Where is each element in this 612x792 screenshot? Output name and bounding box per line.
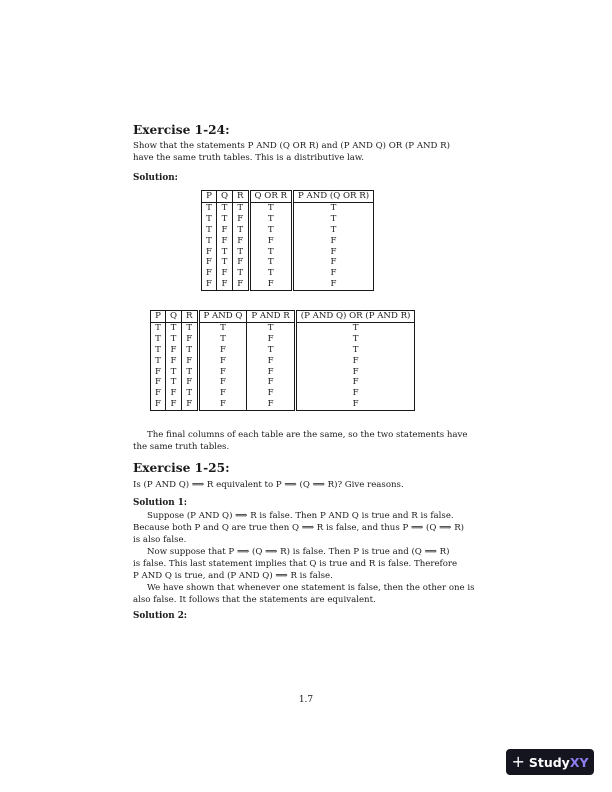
truth-table-1-cell: T (249, 257, 293, 268)
truth-table-1-cell: T (249, 214, 293, 225)
brand-name-main: Study (528, 754, 570, 770)
paragraph-line: Now suppose that P ⟹ (Q ⟹ R) is false. Then P is true and (Q ⟹ R) (147, 547, 450, 557)
conclusion-line: the same truth tables. (133, 442, 230, 452)
truth-table-1-cell: T (216, 202, 232, 213)
solution1-paragraph-1 (133, 510, 478, 546)
truth-table-1-cell: T (233, 247, 249, 258)
t1-header-q: Q (216, 191, 232, 203)
truth-table-1-cell: T (202, 214, 217, 225)
truth-table-1-row (202, 214, 374, 225)
truth-table-1-cell: T (216, 257, 232, 268)
t1-header-q-or-r: Q OR R (249, 191, 293, 203)
truth-table-1-row (202, 257, 374, 268)
truth-table-2-cell: T (151, 356, 166, 367)
truth-table-2-cell: F (165, 388, 181, 399)
truth-table-1-cell: F (233, 214, 249, 225)
truth-table-1-cell: F (293, 247, 374, 258)
truth-table-2-cell: F (165, 345, 181, 356)
page-number: 1.7 (298, 695, 314, 705)
truth-table-1-cell: T (216, 214, 232, 225)
paragraph-line: is false. This last statement implies that Q is true and R is false. Therefore (133, 559, 458, 569)
exercise-1-24-solution-label: Solution: (133, 173, 178, 183)
truth-table-2-cell: T (165, 322, 181, 333)
truth-table-1-cell: T (202, 236, 217, 247)
truth-table-1-cell: T (293, 202, 374, 213)
t1-header-r: R (233, 191, 249, 203)
truth-table-2-cell: T (182, 345, 198, 356)
truth-table-1-cell: F (202, 257, 217, 268)
truth-table-2-cell: T (151, 345, 166, 356)
truth-table-2-header (151, 311, 415, 323)
paragraph-line: We have shown that whenever one statement is false, then the other one is (147, 583, 475, 593)
truth-table-2-cell: F (198, 356, 247, 367)
truth-table-2-cell: T (151, 322, 166, 333)
truth-table-1-cell: T (233, 225, 249, 236)
truth-table-2-cell: F (165, 399, 181, 410)
truth-table-2-cell: F (151, 388, 166, 399)
truth-table-1-cell: F (216, 225, 232, 236)
t2-header-q: Q (165, 311, 181, 323)
truth-table-2-cell: F (295, 367, 415, 378)
truth-table-2 (150, 310, 415, 411)
truth-table-2-row (151, 322, 415, 333)
truth-table-2-cell: F (295, 377, 415, 388)
truth-table-1-row (202, 279, 374, 290)
brand-name-accent: XY (569, 754, 589, 770)
truth-table-1-row (202, 225, 374, 236)
truth-table-1-cell: T (233, 202, 249, 213)
truth-table-2-cell: T (295, 322, 415, 333)
solution1-paragraph-3 (133, 582, 478, 606)
truth-table-2-row (151, 356, 415, 367)
truth-table-2-cell: T (151, 334, 166, 345)
truth-table-1-cell: F (249, 236, 293, 247)
truth-table-2-cell: F (182, 334, 198, 345)
truth-table-1-cell: F (202, 279, 217, 290)
truth-table-2-cell: F (151, 377, 166, 388)
truth-table-1-cell: T (293, 225, 374, 236)
truth-table-2-cell: F (198, 367, 247, 378)
truth-table-2-cell: F (182, 356, 198, 367)
truth-table-1-cell: F (233, 257, 249, 268)
exercise-1-25-title: Exercise 1-25: (133, 461, 230, 475)
exercise-1-25-solution2-label: Solution 2: (133, 611, 188, 621)
truth-table-2-row (151, 399, 415, 410)
truth-table-2-cell: F (295, 399, 415, 410)
truth-table-2-cell: F (247, 356, 295, 367)
paragraph-line: P AND Q is true, and (P AND Q) ⟹ R is false. (133, 571, 333, 581)
truth-table-1-cell: F (293, 279, 374, 290)
truth-table-2-cell: F (198, 377, 247, 388)
truth-table-1-header (202, 191, 374, 203)
truth-table-1-cell: F (293, 257, 374, 268)
truth-table-1-cell: T (233, 268, 249, 279)
exercise-1-25-solution1-label: Solution 1: (133, 498, 188, 508)
exercise-1-24-title: Exercise 1-24: (133, 123, 230, 137)
truth-table-1-cell: F (216, 279, 232, 290)
conclusion-line: The final columns of each table are the same, so the two statements have (147, 430, 468, 440)
truth-table-2-cell: F (182, 399, 198, 410)
truth-table-1-cell: F (293, 236, 374, 247)
truth-table-1 (201, 190, 374, 291)
truth-table-2-row (151, 334, 415, 345)
paragraph-line: is also false. (133, 535, 187, 545)
truth-table-1-cell: T (293, 214, 374, 225)
truth-table-2-cell: F (247, 334, 295, 345)
truth-table-2-cell: F (295, 356, 415, 367)
t2-header-result: (P AND Q) OR (P AND R) (295, 311, 415, 323)
studyxy-logo[interactable] (506, 749, 594, 775)
plus-icon: + (511, 752, 525, 771)
truth-table-2-cell: T (295, 345, 415, 356)
exercise-1-25-question: Is (P AND Q) ⟹ R equivalent to P ⟹ (Q ⟹ R)? Give reasons. (133, 480, 404, 490)
paragraph-line: also false. It follows that the statements are equivalent. (133, 595, 376, 605)
paragraph-line: Suppose (P AND Q) ⟹ R is false. Then P AND Q is true and R is false. (147, 511, 454, 521)
truth-table-1-cell: T (216, 247, 232, 258)
truth-table-1-row (202, 268, 374, 279)
t2-header-p-and-q: P AND Q (198, 311, 247, 323)
truth-table-2-cell: T (247, 345, 295, 356)
paragraph-line: Because both P and Q are true then Q ⟹ R is false, and thus P ⟹ (Q ⟹ R) (133, 523, 465, 533)
solution1-paragraph-2 (133, 546, 478, 582)
t2-header-p: P (151, 311, 166, 323)
t1-header-p-and-q-or-r: P AND (Q OR R) (293, 191, 374, 203)
truth-table-1-cell: T (202, 202, 217, 213)
t1-header-p: P (202, 191, 217, 203)
truth-table-2-cell: T (198, 334, 247, 345)
truth-table-2-cell: F (165, 356, 181, 367)
truth-table-2-cell: T (182, 367, 198, 378)
truth-table-2-row (151, 345, 415, 356)
truth-table-1-cell: F (202, 268, 217, 279)
truth-table-2-cell: T (182, 322, 198, 333)
truth-table-1-cell: F (216, 268, 232, 279)
t2-header-p-and-r: P AND R (247, 311, 295, 323)
truth-table-2-cell: F (247, 388, 295, 399)
truth-table-2-cell: F (198, 388, 247, 399)
statement-line: Show that the statements P AND (Q OR R) and (P AND Q) OR (P AND R) (133, 141, 450, 151)
truth-table-1-cell: F (293, 268, 374, 279)
truth-table-2-cell: T (247, 322, 295, 333)
truth-table-2-cell: T (165, 377, 181, 388)
truth-table-1-row (202, 247, 374, 258)
truth-table-2-row (151, 388, 415, 399)
truth-table-1-cell: F (249, 279, 293, 290)
truth-table-2-cell: F (247, 399, 295, 410)
exercise-1-24-statement (133, 140, 478, 164)
truth-table-1-cell: T (249, 225, 293, 236)
truth-table-2-row (151, 367, 415, 378)
truth-table-2-cell: T (182, 388, 198, 399)
truth-table-2-cell: F (151, 367, 166, 378)
truth-table-2-cell: F (198, 345, 247, 356)
truth-table-2-row (151, 377, 415, 388)
truth-table-2-cell: F (247, 367, 295, 378)
truth-table-1-row (202, 202, 374, 213)
truth-table-1-cell: F (233, 279, 249, 290)
truth-table-2-cell: T (295, 334, 415, 345)
truth-table-2-cell: T (198, 322, 247, 333)
truth-table-2-cell: F (295, 388, 415, 399)
truth-table-1-cell: T (249, 202, 293, 213)
truth-table-2-cell: F (247, 377, 295, 388)
truth-table-1-cell: T (249, 247, 293, 258)
truth-table-1-cell: F (216, 236, 232, 247)
statement-line: have the same truth tables. This is a distributive law. (133, 153, 364, 163)
truth-table-1-cell: F (233, 236, 249, 247)
truth-table-2-cell: F (182, 377, 198, 388)
truth-table-2-cell: T (165, 334, 181, 345)
truth-table-1-cell: F (202, 247, 217, 258)
truth-table-1-cell: T (249, 268, 293, 279)
t2-header-r: R (182, 311, 198, 323)
truth-table-1-row (202, 236, 374, 247)
truth-table-2-cell: F (151, 399, 166, 410)
exercise-1-24-conclusion (133, 429, 478, 453)
truth-table-2-cell: F (198, 399, 247, 410)
truth-table-1-cell: T (202, 225, 217, 236)
truth-table-2-cell: T (165, 367, 181, 378)
